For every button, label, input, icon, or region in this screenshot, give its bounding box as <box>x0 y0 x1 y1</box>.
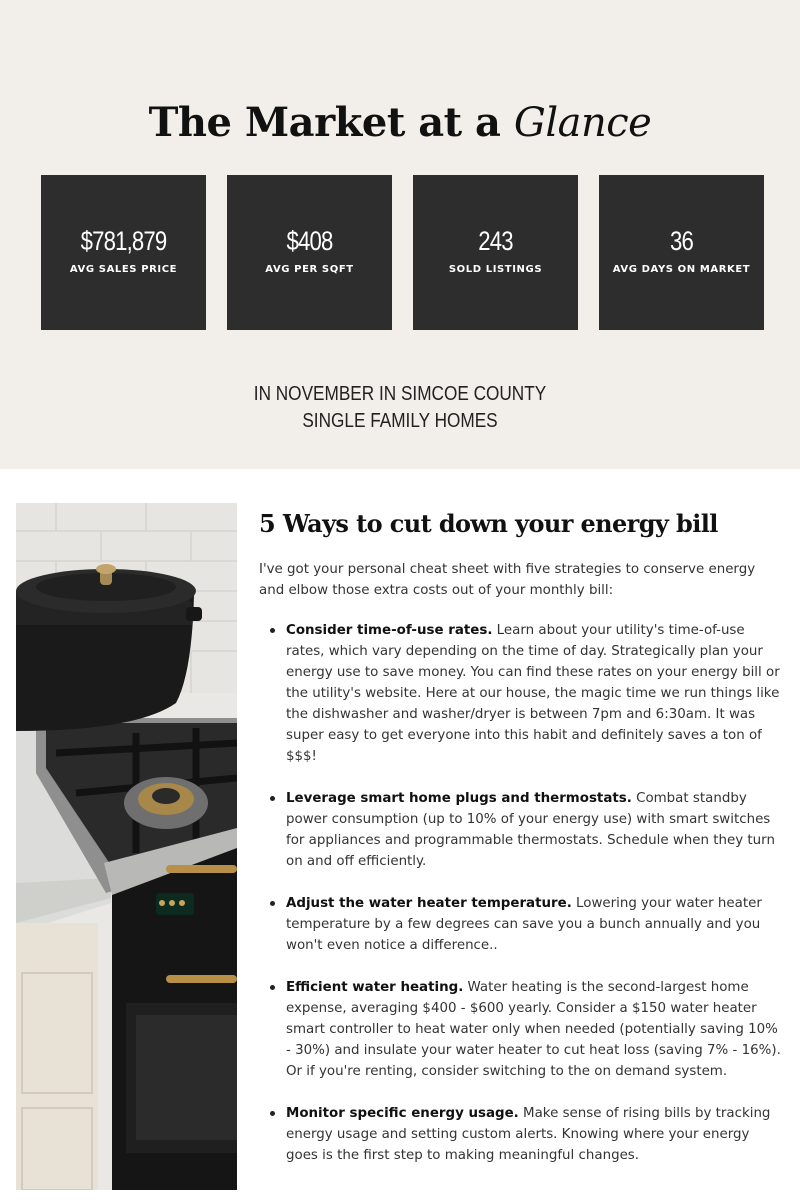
article-intro: I've got your personal cheat sheet with five strategies to conserve energy and elbow those extra costs out of your monthly bill: <box>259 562 756 598</box>
market-subtitle-line2: SINGLE FAMILY HOMES <box>302 410 498 432</box>
tip-body: Lowering your water heater temperature by a few degrees can save you a bunch annually and you won't even notice a difference.. <box>286 896 762 953</box>
stat-label: AVG SALES PRICE <box>69 264 178 275</box>
tip-body: Water heating is the second-largest home expense, averaging $400 - $600 yearly. Consider a $150 water heater smart controller to heat water only when needed (potentially saving 10% - 30%) and insulate your water heater to cut heat loss (saving 7% - 16%). Or if you're renting, consider switching to the on demand system. <box>286 980 781 1079</box>
tip-item <box>259 788 784 872</box>
kitchen-range-photo <box>16 503 237 1190</box>
tip-body: Learn about your utility's time-of-use rates, which vary depending on the time of day. Strategically plan your energy use to save money. You can find these rates on your energy bill or the utility's website. Here at our house, the magic time we run things like the dishwasher and washer/dryer is between 7pm and 6:30am. It was super easy to get everyone into this habit and definitely saves a ton of $$$! <box>286 623 780 764</box>
tip-body: Combat standby power consumption (up to 10% of your energy use) with smart switches for appliances and programmable thermostats. Schedule when they turn on and off efficiently. <box>286 791 775 869</box>
tip-title: Consider time-of-use rates. <box>286 623 493 638</box>
market-subtitle-line1: IN NOVEMBER IN SIMCOE COUNTY <box>253 383 547 405</box>
tip-title: Leverage smart home plugs and thermostats. <box>286 791 632 806</box>
stat-label: SOLD LISTINGS <box>448 264 543 275</box>
stat-value: $781,879 <box>80 226 167 256</box>
tip-item <box>259 977 784 1082</box>
tip-title: Efficient water heating. <box>286 980 464 995</box>
stat-value: $408 <box>286 226 333 256</box>
stat-label: AVG DAYS ON MARKET <box>612 264 751 275</box>
stat-value: 243 <box>478 226 513 256</box>
stat-card-avg-per-sqft <box>227 175 392 330</box>
stat-card-sold-listings <box>413 175 578 330</box>
market-title-main: The Market at a <box>148 98 514 146</box>
market-hero <box>0 0 800 469</box>
stat-card-avg-sales-price <box>41 175 206 330</box>
energy-article <box>259 503 784 1187</box>
tips-list <box>259 620 784 1166</box>
tip-item <box>259 620 784 767</box>
market-title <box>0 93 800 153</box>
kitchen-range-illustration <box>16 503 237 1190</box>
tip-title: Monitor specific energy usage. <box>286 1106 519 1121</box>
article-heading: 5 Ways to cut down your energy bill <box>259 509 718 538</box>
stat-label: AVG PER SQFT <box>265 264 354 275</box>
stat-value: 36 <box>669 226 693 256</box>
market-title-italic: Glance <box>513 99 652 146</box>
tip-item <box>259 893 784 956</box>
tip-item <box>259 1103 784 1166</box>
tip-body: Make sense of rising bills by tracking energy usage and setting custom alerts. Knowing where your energy goes is the first step to making meaningful changes. <box>286 1106 771 1163</box>
stat-card-avg-days-on-market <box>599 175 764 330</box>
tip-title: Adjust the water heater temperature. <box>286 896 572 911</box>
market-subtitle <box>0 381 800 435</box>
